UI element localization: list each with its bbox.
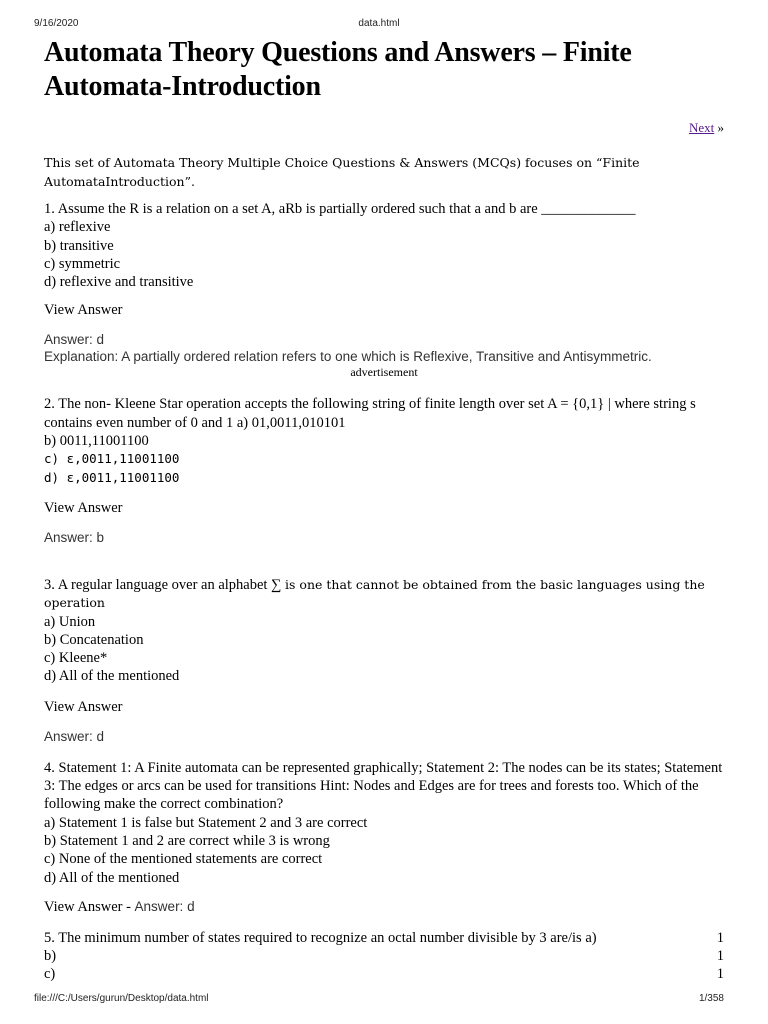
option-b: b) Statement 1 and 2 are correct while 3 is wrong bbox=[44, 832, 330, 849]
option-b-value: 1 bbox=[716, 948, 724, 965]
option-a: a) Union bbox=[44, 613, 96, 630]
next-arrow: » bbox=[714, 120, 724, 135]
option-b: b) transitive bbox=[44, 237, 114, 254]
option-c: c) bbox=[44, 966, 56, 983]
print-file-path: file:///C:/Users/gurun/Desktop/data.html bbox=[34, 993, 209, 1004]
view-answer-button[interactable]: View Answer bbox=[44, 302, 123, 319]
question-text: 4. Statement 1: A Finite automata can be represented graphically; Statement 2: The nodes can be its states; Statement 3: The edges or arcs can be used for transitions Hint: Nodes and Edges are for trees and forests too. Which of the following make the correct combination? bbox=[44, 759, 723, 813]
option-d: d) reflexive and transitive bbox=[44, 274, 194, 291]
answer-text: Answer: d bbox=[44, 728, 105, 744]
question-5 bbox=[44, 929, 724, 984]
view-answer-row bbox=[44, 898, 724, 916]
option-b: b) bbox=[44, 948, 57, 965]
question-1 bbox=[44, 200, 724, 291]
question-text-rest: is one that cannot be obtained from the basic languages using the operation bbox=[44, 576, 705, 611]
option-c-value: 1 bbox=[716, 966, 724, 983]
option-d: d) All of the mentioned bbox=[44, 668, 180, 685]
option-b: b) Concatenation bbox=[44, 631, 144, 648]
answer-text: Answer: b bbox=[44, 529, 105, 545]
print-date: 9/16/2020 bbox=[34, 18, 79, 29]
print-doc-title: data.html bbox=[358, 18, 400, 29]
view-answer-button[interactable]: View Answer bbox=[44, 499, 123, 516]
option-a: a) Statement 1 is false but Statement 2 and 3 are correct bbox=[44, 814, 368, 831]
question-3 bbox=[44, 576, 724, 686]
question-text-line bbox=[44, 929, 724, 947]
page-title: Automata Theory Questions and Answers – Finite Automata-Introduction bbox=[44, 37, 632, 102]
option-c: c) symmetric bbox=[44, 255, 121, 272]
option-d: d) All of the mentioned bbox=[44, 869, 180, 886]
option-c: c) Kleene* bbox=[44, 650, 108, 667]
view-answer-button[interactable]: View Answer bbox=[44, 698, 123, 715]
answer-text: Answer: d bbox=[44, 332, 105, 348]
next-link-row bbox=[44, 120, 724, 136]
question-text-prefix: 3. A regular language over an alphabet ∑ bbox=[44, 576, 286, 593]
advertisement-label: advertisement bbox=[350, 365, 418, 380]
intro-paragraph: This set of Automata Theory Multiple Choice Questions & Answers (MCQs) focuses on “Finite AutomataIntroduction”. bbox=[44, 155, 640, 189]
question-text: 1. Assume the R is a relation on a set A, aRb is partially ordered such that a and b are _____________ bbox=[44, 201, 636, 217]
option-d: d) ε,0011,11001100 bbox=[44, 469, 180, 485]
question-2 bbox=[44, 395, 724, 486]
print-header bbox=[34, 18, 724, 32]
question-text bbox=[44, 576, 724, 613]
explanation-text: Explanation: A partially ordered relation refers to one which is Reflexive, Transitive and Antisymmetric. bbox=[44, 349, 652, 365]
question-text: 2. The non- Kleene Star operation accepts the following string of finite length over set A = {0,1} | where string s contains even number of 0 and 1 a) 01,0011,010101 bbox=[44, 396, 696, 431]
print-page-number: 1/358 bbox=[698, 993, 724, 1004]
option-b: b) 0011,11001100 bbox=[44, 433, 149, 450]
next-link[interactable]: Next bbox=[688, 120, 715, 135]
answer-text: Answer: d bbox=[134, 898, 195, 914]
print-footer bbox=[34, 993, 724, 1007]
question-4 bbox=[44, 759, 724, 887]
document-body bbox=[44, 36, 724, 984]
option-c-line bbox=[44, 965, 724, 983]
option-a: a) reflexive bbox=[44, 219, 111, 236]
option-b-line bbox=[44, 947, 724, 965]
option-c: c) ε,0011,11001100 bbox=[44, 451, 180, 467]
option-a-value: 1 bbox=[716, 929, 724, 946]
question-text: 5. The minimum number of states required to recognize an octal number divisible by 3 are/is a) bbox=[44, 929, 597, 946]
view-answer-button[interactable]: View Answer - bbox=[44, 898, 135, 915]
option-c: c) None of the mentioned statements are correct bbox=[44, 851, 323, 868]
